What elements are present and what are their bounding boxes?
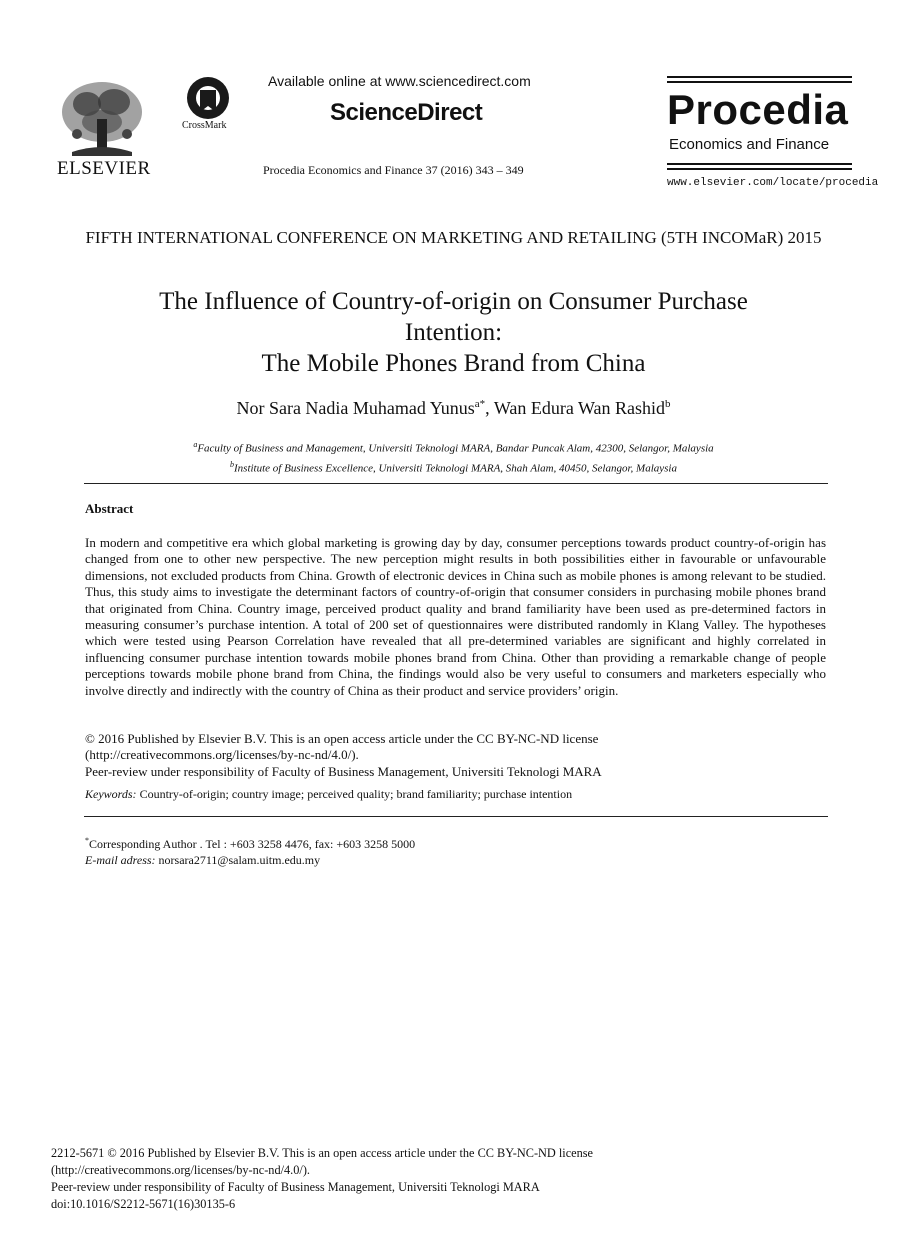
divider-top	[84, 483, 828, 484]
available-online-text: Available online at www.sciencedirect.com	[268, 73, 531, 89]
license-link[interactable]: http://creativecommons.org/licenses/by-nc-nd/4.0/	[89, 747, 352, 763]
license-line-1: © 2016 Published by Elsevier B.V. This is an open access article under the CC BY-NC-ND license	[85, 731, 599, 746]
procedia-rule-top	[667, 76, 852, 78]
journal-reference: Procedia Economics and Finance 37 (2016) 343 – 349	[263, 163, 524, 177]
procedia-rule-top-2	[667, 81, 852, 83]
keywords	[85, 787, 572, 802]
author-separator: ,	[485, 398, 494, 418]
footer-line-2	[51, 1162, 811, 1179]
procedia-url-link[interactable]: www.elsevier.com/locate/procedia	[667, 177, 879, 189]
license-block	[85, 731, 826, 780]
email-line	[85, 852, 415, 868]
divider-bottom	[84, 816, 828, 817]
elsevier-wordmark: ELSEVIER	[57, 158, 151, 179]
affiliation-a-sup: a	[193, 440, 198, 449]
affiliation-a-text: Faculty of Business and Management, Universiti Teknologi MARA, Bandar Puncak Alam, 42300, Selangor, Malaysia	[197, 442, 714, 455]
abstract-body: In modern and competitive era which global marketing is growing day by day, consumer perceptions towards product country-of-origin has changed from one to other new perspective. The new perception might results in both possibilities either in favourable or unfavourable dimensions, not excluded products from China. Growth of electronic devices in China such as mobile phones is among relevant to be studied. Thus, this study aims to investigate the determinant factors of country-of-origin that consumer considers in purchasing mobile phones brand that originated from China. Country image, perceived product quality and brand familiarity have been used as pre-determined factors in measuring consumer’s purchase intention. A total of 200 set of questionnaires were distributed randomly in Klang Valley. The hypotheses which were tested using Pearson Correlation have revealed that all pre-determined variables are significant and highly correlated in influencing consumer purchase intention towards mobile phones brand from China. Other than providing a remarkable change of people perceptions towards mobile phone brand from China, the findings would also be very useful to consumers and marketers especially who involve directly and indirectly with the country of China as their product and service providers’ origin.	[85, 535, 826, 698]
author-1: Nor Sara Nadia Muhamad Yunus	[236, 398, 475, 418]
footer-license-link[interactable]: http://creativecommons.org/licenses/by-nc-nd/4.0/	[55, 1163, 303, 1177]
abstract-heading: Abstract	[85, 501, 134, 516]
paper-title	[60, 286, 847, 379]
footer-line-3: Peer-review under responsibility of Faculty of Business Management, Universiti Teknologi MARA	[51, 1180, 540, 1194]
footer-paren-close: ).	[302, 1163, 310, 1177]
license-paren-close: ).	[351, 747, 359, 763]
email-address[interactable]: norsara2711@salam.uitm.edu.my	[155, 853, 321, 867]
title-line-1: The Influence of Country-of-origin on Consumer Purchase	[159, 288, 748, 315]
license-paren-open: (	[85, 747, 90, 763]
affiliations	[60, 437, 847, 476]
email-label: E-mail adress:	[85, 853, 156, 867]
procedia-rule-bottom	[667, 163, 852, 165]
corresponding-text: Corresponding Author . Tel : +603 3258 4476, fax: +603 3258 5000	[89, 837, 416, 851]
affiliation-b-text: Institute of Business Excellence, Universiti Teknologi MARA, Shah Alam, 40450, Selangor, Malaysia	[234, 462, 677, 475]
page-footer	[51, 1145, 811, 1213]
corresponding-author	[85, 833, 415, 868]
crossmark-label: CrossMark	[182, 120, 227, 131]
footer-doi[interactable]: doi:10.1016/S2212-5671(16)30135-6	[51, 1197, 236, 1211]
title-line-3: The Mobile Phones Brand from China	[261, 350, 646, 377]
footer-paren-open: (	[51, 1163, 56, 1177]
corresponding-sup: *	[85, 836, 89, 845]
footer-line-1: 2212-5671 © 2016 Published by Elsevier B.V. This is an open access article under the CC BY-NC-ND license	[51, 1146, 594, 1160]
keywords-text: Country-of-origin; country image; perceived quality; brand familiarity; purchase intention	[136, 787, 573, 801]
title-line-2: Intention:	[404, 319, 503, 346]
conference-name: FIFTH INTERNATIONAL CONFERENCE ON MARKETING AND RETAILING (5TH INCOMaR) 2015	[85, 228, 822, 247]
sciencedirect-logo[interactable]: ScienceDirect	[330, 99, 483, 126]
author-list	[60, 398, 847, 419]
author-1-sup: a*	[474, 398, 486, 410]
affiliation-a	[60, 437, 847, 457]
procedia-logo: Procedia	[667, 86, 849, 133]
affiliation-b	[60, 457, 847, 477]
keywords-label: Keywords:	[85, 787, 137, 801]
procedia-subtitle: Economics and Finance	[669, 136, 830, 153]
procedia-rule-bottom-2	[667, 168, 852, 170]
corresponding-line	[85, 833, 415, 852]
affiliation-b-sup: b	[230, 459, 234, 469]
license-line-3: Peer-review under responsibility of Faculty of Business Management, Universiti Teknologi MARA	[85, 763, 602, 779]
author-2-sup: b	[665, 398, 671, 410]
author-2: Wan Edura Wan Rashid	[493, 398, 666, 418]
license-line-2	[85, 747, 826, 763]
